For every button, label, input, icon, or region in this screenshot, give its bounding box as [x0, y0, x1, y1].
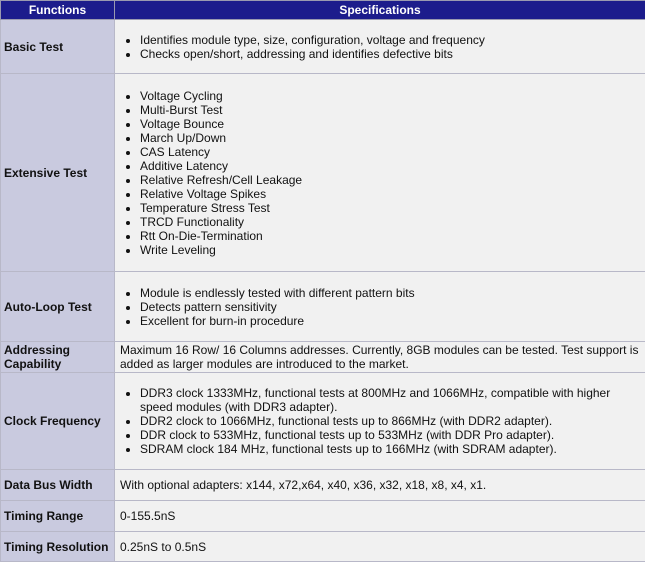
function-label: Clock Frequency — [1, 373, 115, 470]
function-label: Extensive Test — [1, 74, 115, 272]
list-item: • Relative Voltage Spikes — [140, 187, 645, 201]
list-item: • Module is endlessly tested with different pattern bits — [140, 286, 645, 300]
function-label: Basic Test — [1, 20, 115, 74]
spec-text: 0.25nS to 0.5nS — [115, 532, 645, 562]
list-item: • Additive Latency — [140, 159, 645, 173]
table-header-row — [1, 1, 645, 20]
spec-cell — [115, 74, 645, 272]
table-row-addressing-capability — [1, 342, 645, 373]
spec-cell — [115, 20, 645, 74]
list-item: • Checks open/short, addressing and identifies defective bits — [140, 47, 645, 61]
table-row-timing-resolution — [1, 532, 645, 562]
list-item: • Detects pattern sensitivity — [140, 300, 645, 314]
spec-list — [120, 386, 645, 456]
list-item: • Voltage Bounce — [140, 117, 645, 131]
table-row-extensive-test — [1, 74, 645, 272]
spec-text: With optional adapters: x144, x72,x64, x40, x36, x32, x18, x8, x4, x1. — [115, 470, 645, 501]
function-label: Data Bus Width — [1, 470, 115, 501]
spec-cell — [115, 373, 645, 470]
function-label: Addressing Capability — [1, 342, 115, 373]
spec-list — [120, 286, 645, 328]
spec-list — [120, 89, 645, 257]
table-row-timing-range — [1, 501, 645, 532]
function-label: Timing Resolution — [1, 532, 115, 562]
list-item: • CAS Latency — [140, 145, 645, 159]
list-item: • DDR clock to 533MHz, functional tests up to 533MHz (with DDR Pro adapter). — [140, 428, 645, 442]
list-item: • DDR2 clock to 1066MHz, functional tests up to 866MHz (with DDR2 adapter). — [140, 414, 645, 428]
list-item: • TRCD Functionality — [140, 215, 645, 229]
spec-text: Maximum 16 Row/ 16 Columns addresses. Currently, 8GB modules can be tested. Test support is added as larger modules are introduced to the market. — [115, 342, 645, 373]
list-item: • Multi-Burst Test — [140, 103, 645, 117]
list-item: • Excellent for burn-in procedure — [140, 314, 645, 328]
list-item: • March Up/Down — [140, 131, 645, 145]
list-item: • SDRAM clock 184 MHz, functional tests up to 166MHz (with SDRAM adapter). — [140, 442, 645, 456]
specifications-column-header: Specifications — [115, 1, 645, 20]
table-row-auto-loop-test — [1, 272, 645, 342]
list-item: • Temperature Stress Test — [140, 201, 645, 215]
function-label: Auto-Loop Test — [1, 272, 115, 342]
list-item: • DDR3 clock 1333MHz, functional tests at 800MHz and 1066MHz, compatible with higher speed modules (with DDR3 adapter). — [140, 386, 645, 414]
list-item: • Relative Refresh/Cell Leakage — [140, 173, 645, 187]
list-item: • Rtt On-Die-Termination — [140, 229, 645, 243]
functions-column-header: Functions — [1, 1, 115, 20]
function-label: Timing Range — [1, 501, 115, 532]
table-row-basic-test — [1, 20, 645, 74]
list-item: • Voltage Cycling — [140, 89, 645, 103]
table-row-data-bus-width — [1, 470, 645, 501]
list-item: • Write Leveling — [140, 243, 645, 257]
table-row-clock-frequency — [1, 373, 645, 470]
spec-cell — [115, 272, 645, 342]
spec-text: 0-155.5nS — [115, 501, 645, 532]
spec-list — [120, 33, 645, 61]
list-item: • Identifies module type, size, configuration, voltage and frequency — [140, 33, 645, 47]
